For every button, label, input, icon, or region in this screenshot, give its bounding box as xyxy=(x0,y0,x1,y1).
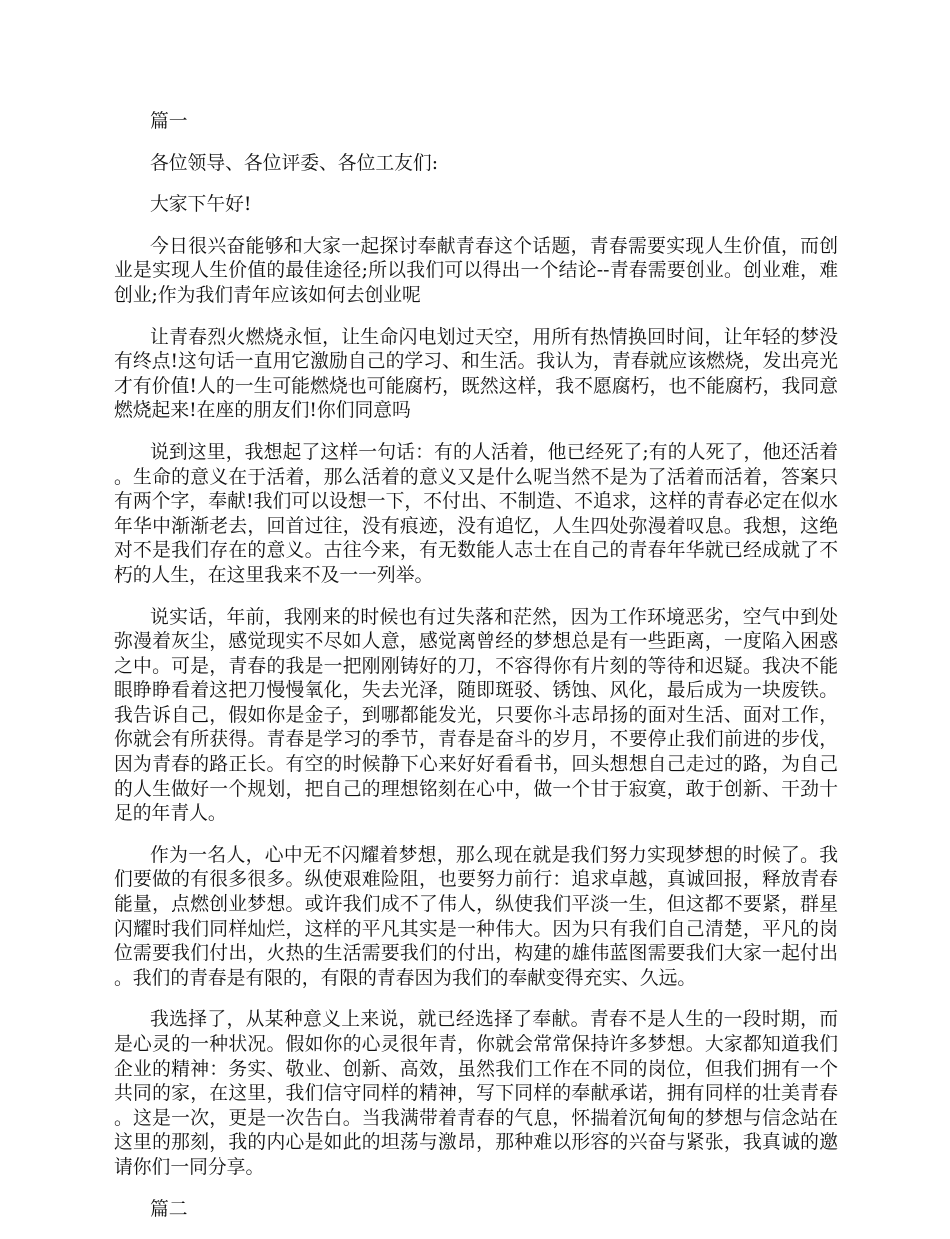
paragraph: 今日很兴奋能够和大家一起探讨奉献青春这个话题，青春需要实现人生价值，而创业是实现人生价值的最佳途径;所以我们可以得出一个结论--青春需要创业。创业难，难创业;作为我们青年应该如何去创业呢 xyxy=(114,235,838,306)
paragraph: 让青春烈火燃烧永恒，让生命闪电划过天空，用所有热情换回时间，让年轻的梦没有终点!这句话一直用它激励自己的学习、和生活。我认为，青春就应该燃烧，发出亮光才有价值!人的一生可能燃烧也可能腐朽，既然这样，我不愿腐朽，也不能腐朽，我同意燃烧起来!在座的朋友们!你们同意吗 xyxy=(114,326,838,422)
paragraph: 作为一名人，心中无不闪耀着梦想，那么现在就是我们努力实现梦想的时候了。我们要做的有很多很多。纵使艰难险阻，也要努力前行：追求卓越，真诚回报，释放青春能量，点燃创业梦想。或许我们成不了伟人，纵使我们平淡一生，但这都不要紧，群星闪耀时我们同样灿烂，这样的平凡其实是一种伟大。因为只有我们自己清楚，平凡的岗位需要我们付出，火热的生活需要我们的付出，构建的雄伟蓝图需要我们大家一起付出。我们的青春是有限的，有限的青春因为我们的奉献变得充实、久远。 xyxy=(114,844,838,989)
section-heading-1: 篇一 xyxy=(150,111,188,132)
greeting: 大家下午好! xyxy=(150,194,252,216)
section-heading-2: 篇二 xyxy=(150,1198,188,1220)
document-page xyxy=(114,110,838,1239)
salutation: 各位领导、各位评委、各位工友们: xyxy=(150,152,439,174)
paragraph: 说实话，年前，我刚来的时候也有过失落和茫然，因为工作环境恶劣，空气中到处弥漫着灰尘，感觉现实不尽如人意，感觉离曾经的梦想总是有一些距离，一度陷入困惑之中。可是，青春的我是一把刚刚铸好的刀，不容得你有片刻的等待和迟疑。我决不能眼睁睁看着这把刀慢慢氧化，失去光泽，随即斑驳、锈蚀、风化，最后成为一块废铁。我告诉自己，假如你是金子，到哪都能发光，只要你斗志昂扬的面对生活、面对工作，你就会有所获得。青春是学习的季节，青春是奋斗的岁月，不要停止我们前进的步伐，因为青春的路正长。有空的时候静下心来好好看看书，回头想想自己走过的路，为自己的人生做好一个规划，把自己的理想铭刻在心中，做一个甘于寂寞，敢于创新、干劲十足的年青人。 xyxy=(114,606,838,825)
paragraph: 说到这里，我想起了这样一句话：有的人活着，他已经死了;有的人死了，他还活着。生命的意义在于活着，那么活着的意义又是什么呢当然不是为了活着而活着，答案只有两个字，奉献!我们可以设想一下，不付出、不制造、不追求，这样的青春必定在似水年华中渐渐老去，回首过往，没有痕迹，没有追忆，人生四处弥漫着叹息。我想，这绝对不是我们存在的意义。古往今来，有无数能人志士在自己的青春年华就已经成就了不朽的人生，在这里我来不及一一列举。 xyxy=(114,441,838,586)
paragraph: 我选择了，从某种意义上来说，就已经选择了奉献。青春不是人生的一段时期，而是心灵的一种状况。假如你的心灵很年青，你就会常常保持许多梦想。大家都知道我们企业的精神：务实、敬业、创新、高效，虽然我们工作在不同的岗位，但我们拥有一个共同的家，在这里，我们信守同样的精神，写下同样的奉献承诺，拥有同样的壮美青春。这是一次，更是一次告白。当我满带着青春的气息，怀揣着沉甸甸的梦想与信念站在这里的那刻，我的内心是如此的坦荡与激昂，那种难以形容的兴奋与紧张，我真诚的邀请你们一同分享。 xyxy=(114,1009,838,1178)
